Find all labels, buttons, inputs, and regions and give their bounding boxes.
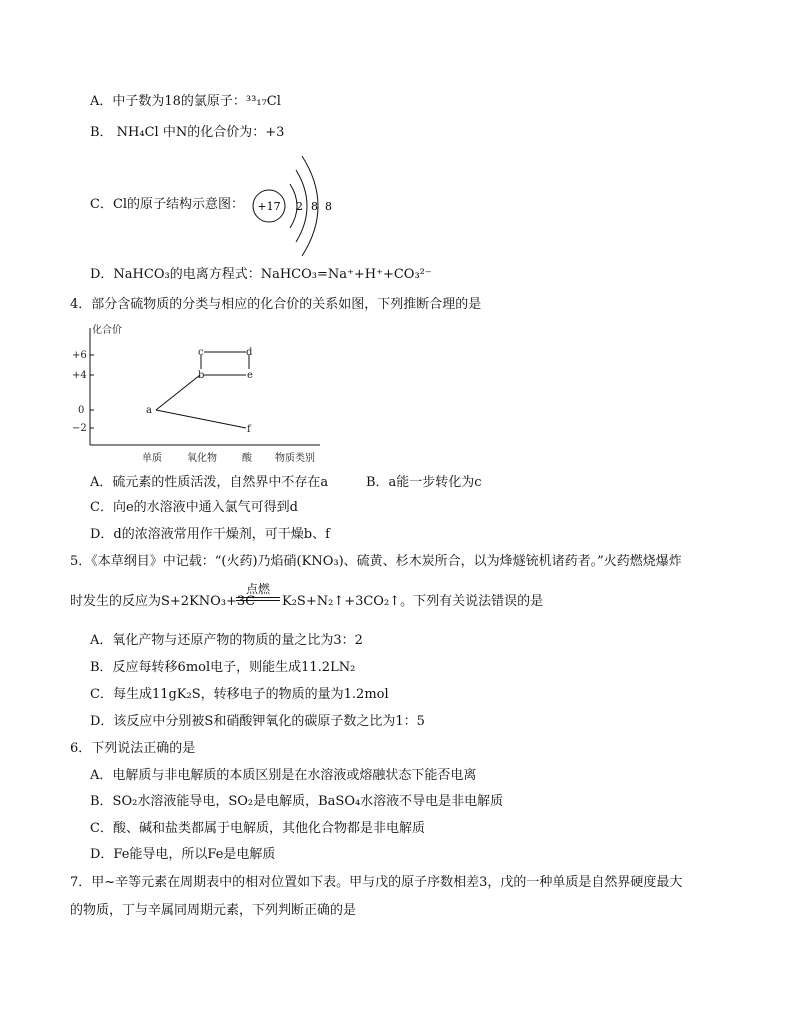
q5-stem-line1: 5．《本草纲目》中记载：“(火药)乃焰硝(KNO₃)、硫黄、杉木炭所合，以为烽燧铳机诸药者。”火药燃烧爆炸: [70, 554, 682, 569]
shell-count-3: 8: [325, 200, 332, 213]
q6-option-c: C．酸、碱和盐类都属于电解质，其他化合物都是非电解质: [90, 821, 425, 836]
q3-option-b: B． NH₄Cl 中N的化合价为：+3: [90, 125, 285, 140]
q5-option-d: D．该反应中分别被S和硝酸钾氧化的碳原子数之比为1：5: [90, 714, 425, 729]
q7-stem-line1: 7．甲~辛等元素在周期表中的相对位置如下表。甲与戊的原子序数相差3，戊的一种单质是自然界硬度最大: [70, 875, 683, 890]
q3-option-a: A．中子数为18的氯原子：³³₁₇Cl: [90, 94, 281, 109]
shell-count-1: 2: [296, 200, 303, 213]
point-c: c: [198, 347, 204, 358]
ytick-0: 0: [78, 405, 85, 416]
q6-option-d: D．Fe能导电，所以Fe是电解质: [90, 847, 276, 862]
q4-option-a: A．硫元素的性质活泼，自然界中不存在a: [90, 475, 329, 490]
shell-count-2: 8: [311, 200, 318, 213]
q6-stem: 6．下列说法正确的是: [70, 741, 196, 756]
xtick-acid: 酸: [242, 453, 252, 464]
point-b: b: [198, 370, 205, 381]
xtick-oxide: 氧化物: [187, 453, 217, 464]
ytick-minus2: −2: [72, 423, 87, 434]
ytick-plus6: +6: [72, 350, 87, 361]
xtick-class: 物质类别: [275, 453, 315, 464]
xtick-element: 单质: [142, 453, 162, 464]
ytick-plus4: +4: [72, 370, 87, 381]
point-f: f: [247, 424, 251, 435]
point-e: e: [247, 370, 253, 381]
edge-a-b: [156, 375, 200, 410]
q5-option-c: C．每生成11gK₂S，转移电子的物质的量为1.2mol: [90, 687, 389, 702]
atom-structure-diagram: [252, 150, 352, 260]
q6-option-a: A．电解质与非电解质的本质区别是在水溶液或熔融状态下能否电离: [90, 768, 477, 783]
q5-stem-line2-pre: 时发生的反应为S+2KNO₃+3C: [70, 594, 256, 609]
nucleus-charge: +17: [257, 200, 281, 213]
q3-option-d: D．NaHCO₃的电离方程式：NaHCO₃=Na⁺+H⁺+CO₃²⁻: [90, 267, 432, 282]
q5-stem-line2-post: K₂S+N₂↑+3CO₂↑。下列有关说法错误的是: [282, 594, 544, 609]
edge-a-f: [156, 410, 246, 428]
y-axis-label: 化合价: [92, 325, 122, 336]
reaction-condition: 点燃: [246, 582, 271, 596]
point-a: a: [146, 405, 152, 416]
valence-class-graph: [70, 322, 330, 472]
point-d: d: [246, 347, 253, 358]
q4-stem: 4．部分含硫物质的分类与相应的化合价的关系如图，下列推断合理的是: [70, 297, 482, 312]
q4-option-c: C．向e的水溶液中通入氯气可得到d: [90, 500, 298, 515]
q4-option-b: B．a能一步转化为c: [366, 475, 482, 490]
q5-option-a: A．氧化产物与还原产物的物质的量之比为3：2: [90, 633, 363, 648]
q6-option-b: B．SO₂水溶液能导电，SO₂是电解质，BaSO₄水溶液不导电是非电解质: [90, 794, 504, 809]
q5-option-b: B．反应每转移6mol电子，则能生成11.2LN₂: [90, 660, 356, 675]
q4-option-d: D．d的浓溶液常用作干燥剂，可干燥b、f: [90, 527, 330, 542]
q7-stem-line2: 的物质，丁与辛属同周期元素，下列判断正确的是: [70, 903, 357, 918]
q3-option-c: C．Cl的原子结构示意图：: [90, 197, 245, 212]
